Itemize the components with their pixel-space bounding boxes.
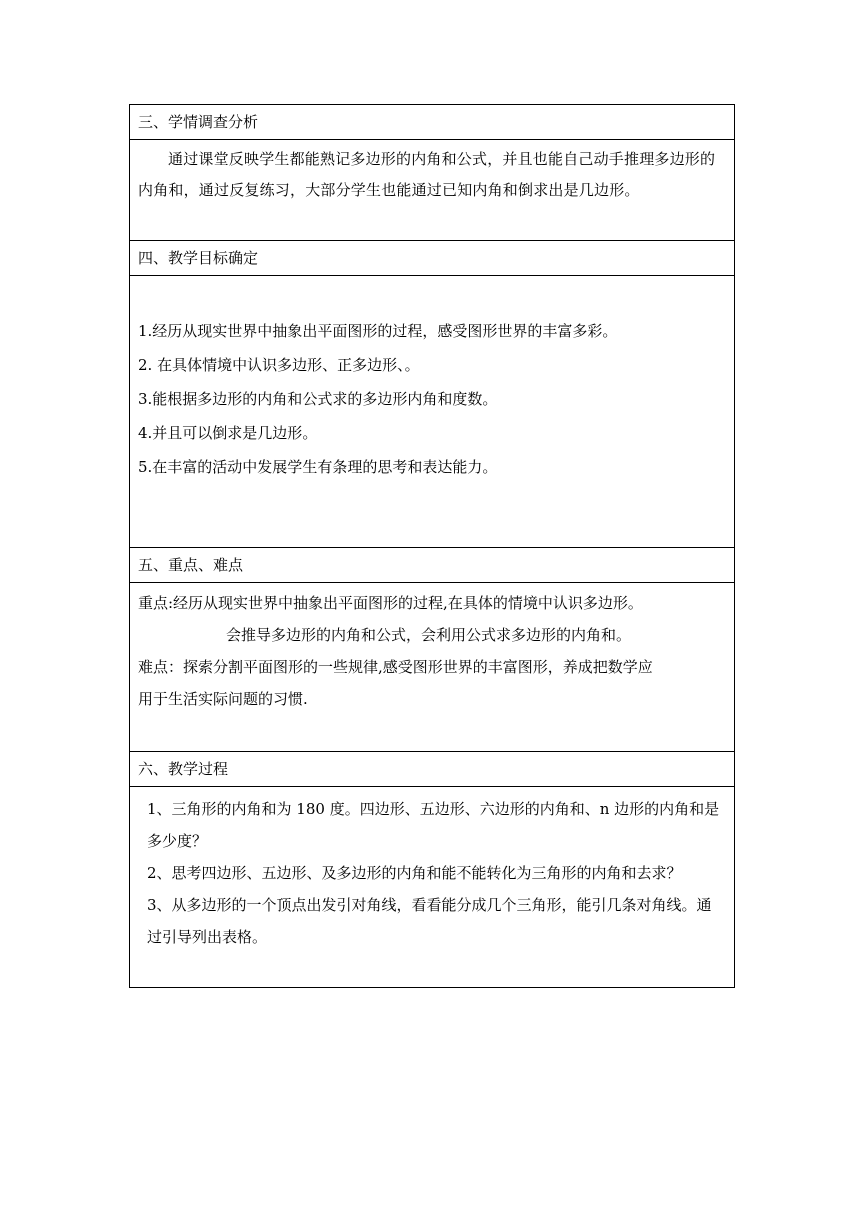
process-item-3: 3、从多边形的一个顶点出发引对角线，看看能分成几个三角形，能引几条对角线。通过引导列出表格。 — [147, 896, 712, 946]
objective-item-1: 1.经历从现实世界中抽象出平面图形的过程，感受图形世界的丰富多彩。 — [138, 322, 618, 340]
section-3-paragraph: 通过课堂反映学生都能熟记多边形的内角和公式，并且也能自己动手推理多边形的内角和，通过反复练习，大部分学生也能通过已知内角和倒求出是几边形。 — [138, 150, 716, 199]
objective-item-2: 2. 在具体情境中认识多边形、正多边形、。 — [138, 356, 420, 374]
key-point-line-2: 会推导多边形的内角和公式，会利用公式求多边形的内角和。 — [226, 626, 632, 644]
objective-item-3: 3.能根据多边形的内角和公式求的多边形内角和度数。 — [138, 390, 498, 408]
objective-item-5: 5.在丰富的活动中发展学生有条理的思考和表达能力。 — [138, 458, 498, 476]
lesson-plan-table — [129, 104, 735, 988]
section-3-body — [130, 140, 734, 241]
section-6-title: 六、教学过程 — [138, 760, 229, 778]
difficulty-line-2: 用于生活实际问题的习惯. — [138, 690, 308, 708]
section-6-header — [130, 752, 734, 787]
difficulty-line-1: 难点：探索分割平面图形的一些规律,感受图形世界的丰富图形，养成把数学应 — [138, 658, 653, 676]
section-4-header — [130, 241, 734, 276]
section-5-body — [130, 583, 734, 752]
key-point-line-1: 重点:经历从现实世界中抽象出平面图形的过程,在具体的情境中认识多边形。 — [138, 594, 643, 612]
section-6-body — [130, 787, 734, 987]
objective-item-4: 4.并且可以倒求是几边形。 — [138, 424, 318, 442]
section-5-header — [130, 548, 734, 583]
process-item-2: 2、思考四边形、五边形、及多边形的内角和能不能转化为三角形的内角和去求？ — [147, 864, 682, 882]
section-3-title: 三、学情调查分析 — [138, 113, 259, 131]
section-4-body — [130, 276, 734, 548]
section-4-title: 四、教学目标确定 — [138, 249, 259, 267]
section-3-header — [130, 105, 734, 140]
section-5-title: 五、重点、难点 — [138, 556, 244, 574]
process-item-1: 1、三角形的内角和为 180 度。四边形、五边形、六边形的内角和、n 边形的内角和是多少度？ — [147, 800, 720, 850]
